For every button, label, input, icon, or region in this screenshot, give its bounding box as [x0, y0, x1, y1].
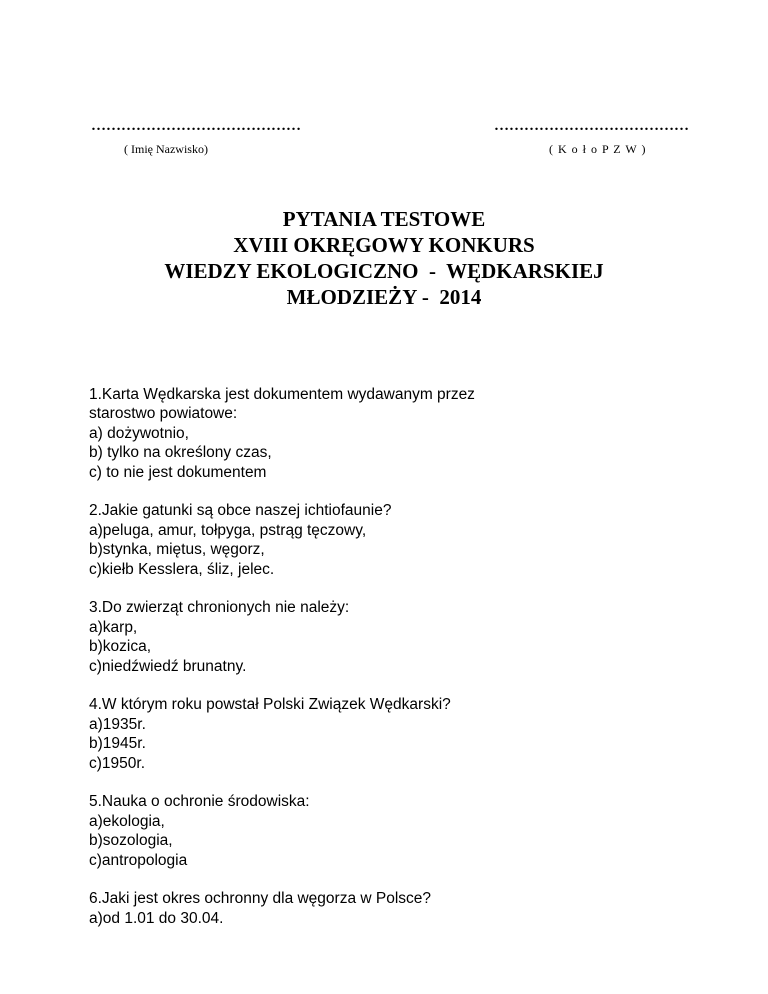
question-text: 1.Karta Wędkarska jest dokumentem wydawanym przez: [89, 386, 475, 403]
question-4: [89, 695, 689, 773]
question-text: 6.Jaki jest okres ochronny dla węgorza w Polsce?: [89, 890, 432, 908]
question-text: 3.Do zwierząt chronionych nie należy:: [89, 599, 350, 617]
answer-option: b)stynka, miętus, węgorz,: [89, 541, 265, 559]
answer-option: b)1945r.: [89, 735, 146, 753]
title-line-3: WIEDZY EKOLOGICZNO - WĘDKARSKIEJ: [164, 259, 604, 283]
club-label: ( K o ł o P Z W ): [549, 142, 647, 156]
question-2: [89, 501, 689, 579]
answer-option: a)1935r.: [89, 715, 146, 733]
answer-option: b) tylko na określony czas,: [89, 444, 272, 462]
answer-option: a) dożywotnio,: [89, 424, 189, 442]
answer-option: a)ekologia,: [89, 812, 165, 830]
question-3: [89, 598, 689, 676]
question-text: 4.W którym roku powstał Polski Związek Wędkarski?: [89, 696, 451, 714]
document-title: [0, 206, 768, 310]
name-label: ( Imię Nazwisko): [124, 142, 208, 156]
answer-option: a)karp,: [89, 618, 138, 636]
title-line-2: XVIII OKRĘGOWY KONKURS: [233, 233, 535, 257]
question-list: [89, 385, 689, 948]
answer-option: b)kozica,: [89, 638, 152, 656]
title-line-4: MŁODZIEŻY - 2014: [286, 285, 482, 309]
answer-option: c)antropologia: [89, 851, 188, 869]
question-text: starostwo powiatowe:: [89, 405, 238, 423]
question-6: [89, 889, 689, 928]
answer-option: c)niedźwiedź brunatny.: [89, 657, 247, 675]
question-1: [89, 385, 689, 482]
answer-option: b)sozologia,: [89, 832, 173, 850]
question-text: 5.Nauka o ochronie środowiska:: [89, 793, 310, 811]
club-signature-line: …………………………………: [494, 118, 689, 134]
answer-option: c)kiełb Kesslera, śliz, jelec.: [89, 560, 275, 578]
answer-option: c) to nie jest dokumentem: [89, 463, 267, 481]
answer-option: a)peluga, amur, tołpyga, pstrąg tęczowy,: [89, 521, 367, 539]
answer-option: c)1950r.: [89, 754, 146, 772]
question-text: 2.Jakie gatunki są obce naszej ichtiofaunie?: [89, 502, 392, 520]
answer-option: a)od 1.01 do 30.04.: [89, 909, 224, 927]
name-signature-line: ……………………………………: [91, 118, 301, 134]
question-5: [89, 792, 689, 870]
title-line-1: PYTANIA TESTOWE: [282, 207, 486, 231]
